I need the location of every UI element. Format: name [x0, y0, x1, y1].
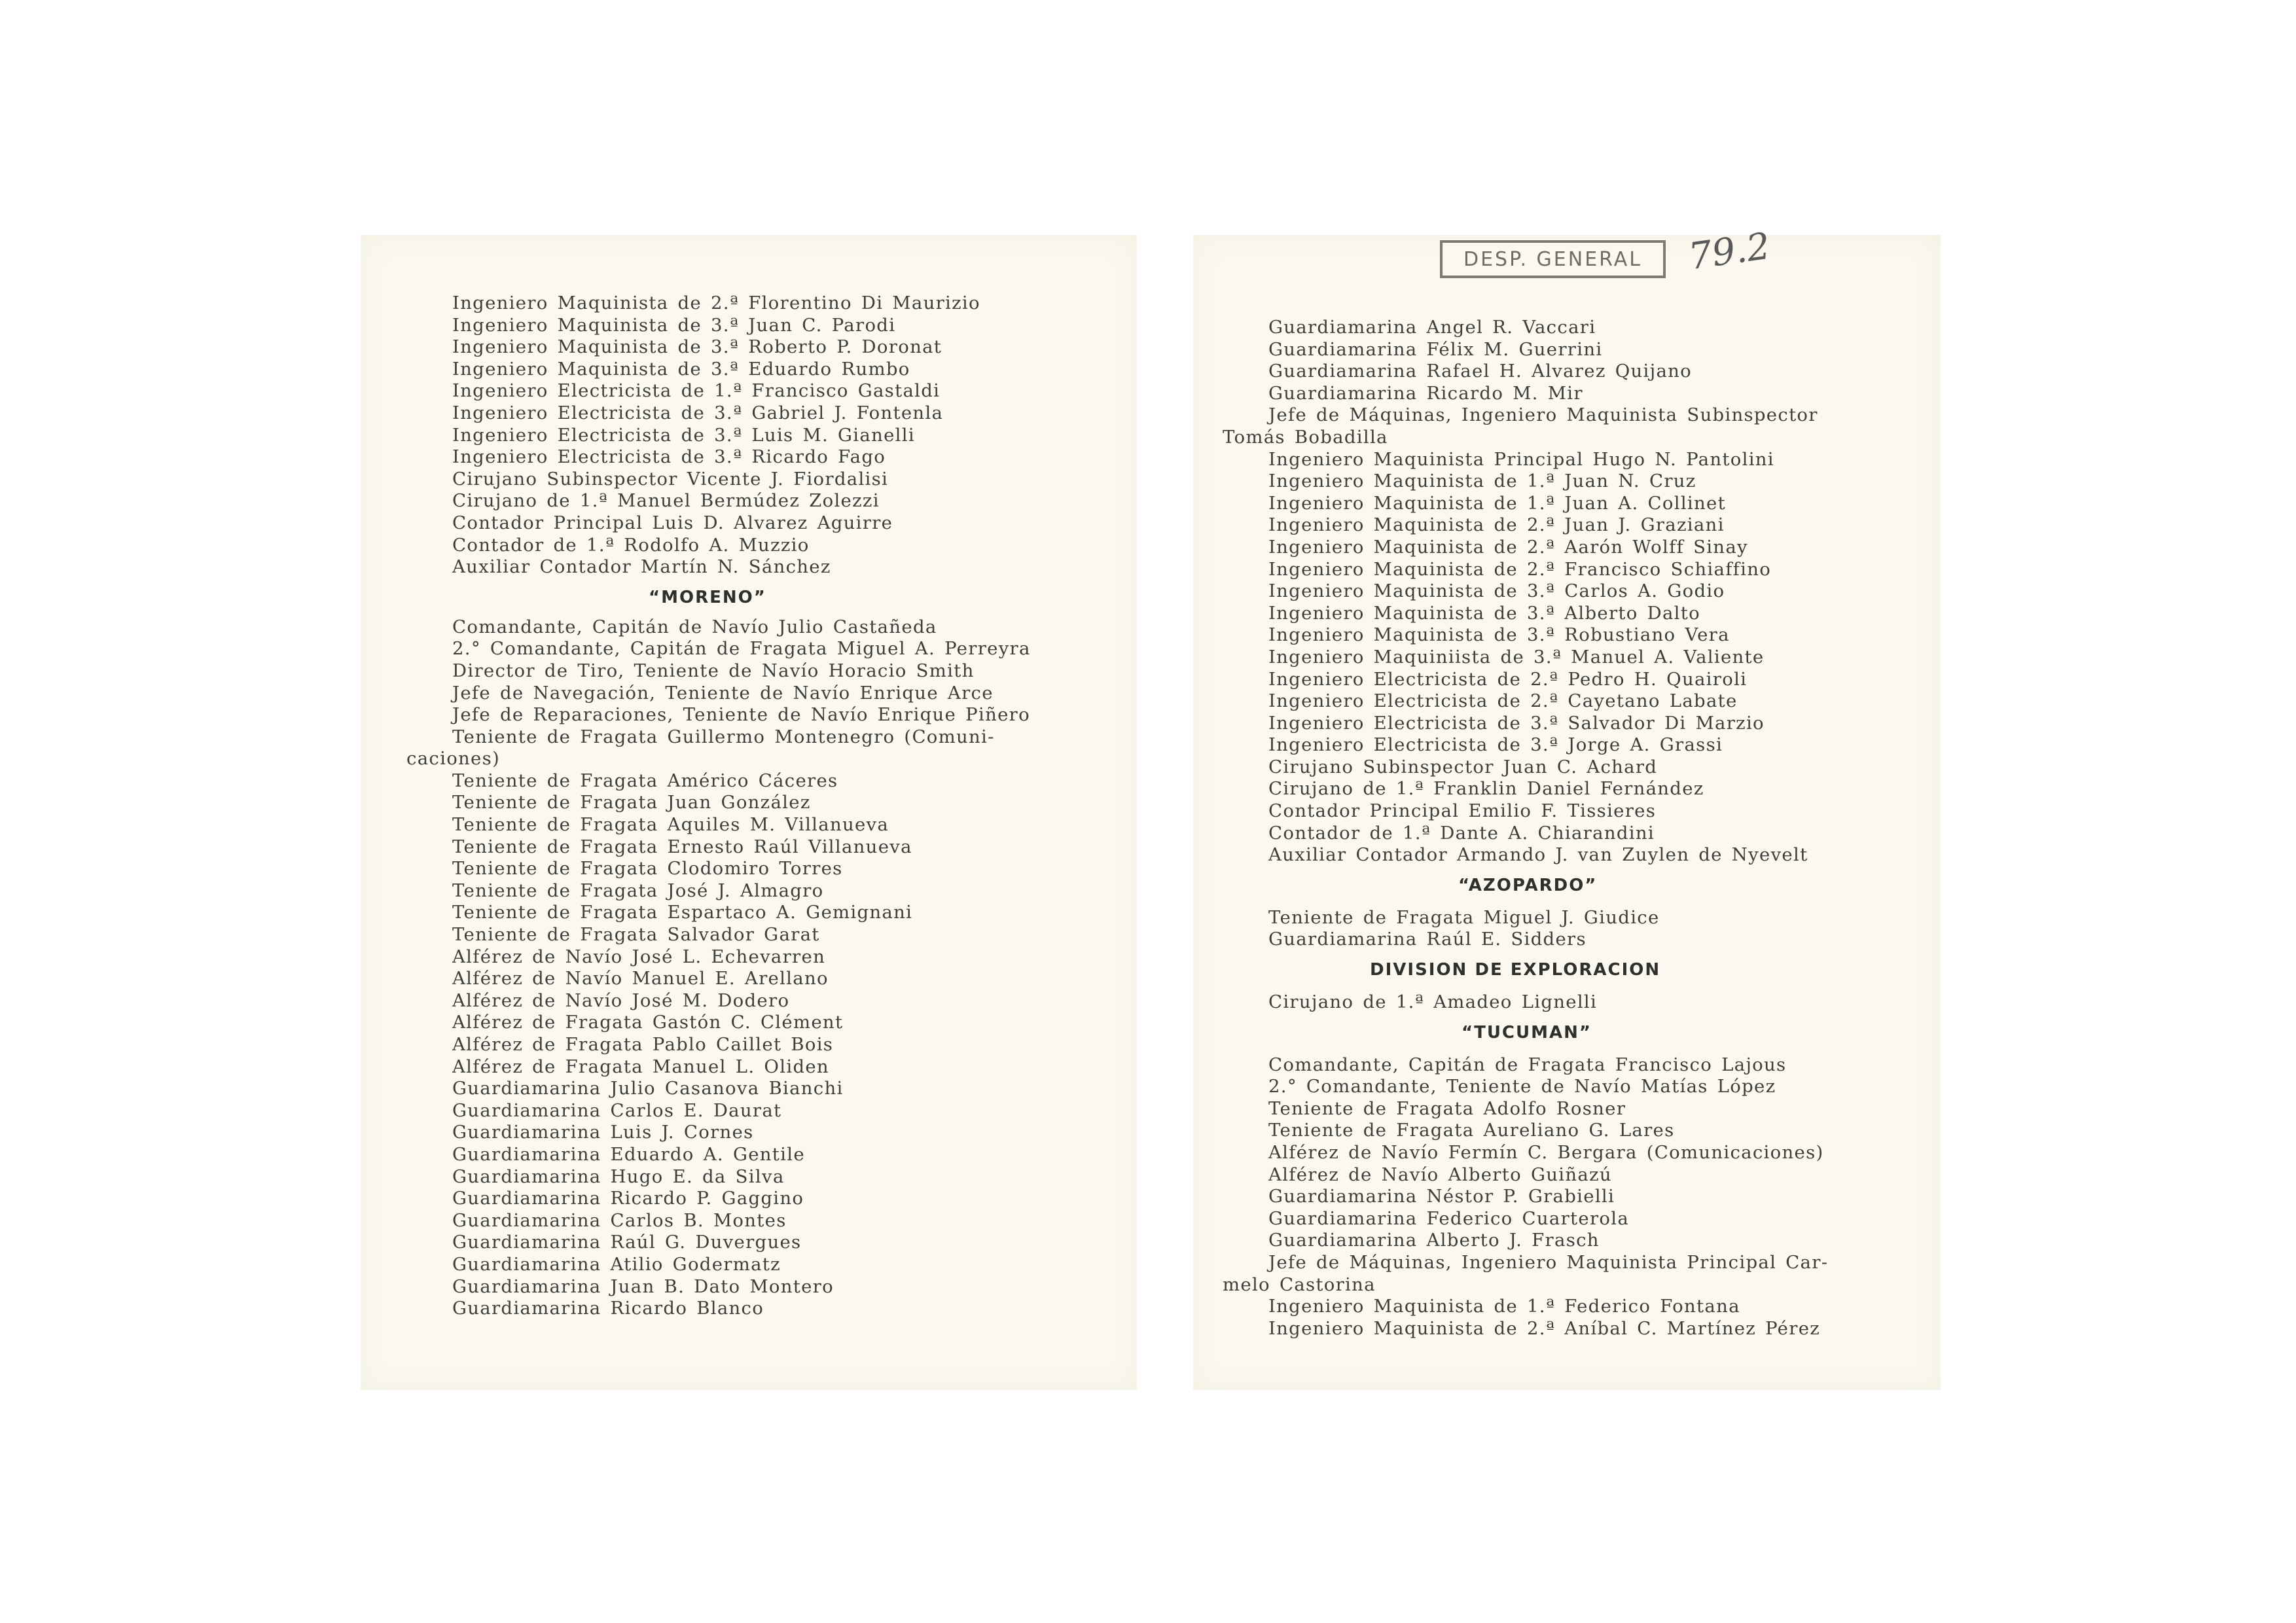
list-item-continuation: caciones) [406, 748, 501, 770]
list-item: Ingeniero Maquinista de 1.ª Juan A. Collinet [1268, 492, 1726, 514]
list-item: 2.° Comandante, Capitán de Fragata Miguel A. Perreyra [452, 638, 1031, 660]
list-item: Alférez de Navío Manuel E. Arellano [452, 968, 829, 990]
section-title-division-exploracion: DIVISION DE EXPLORACION [1370, 960, 1661, 980]
list-item: Comandante, Capitán de Navío Julio Castañeda [452, 616, 937, 637]
list-item: Teniente de Fragata Espartaco A. Gemignani [452, 902, 913, 923]
list-item: Alférez de Navío José L. Echevarren [452, 946, 826, 967]
list-item: Teniente de Fragata Salvador Garat [452, 924, 820, 946]
list-item: Guardiamarina Angel R. Vaccari [1268, 317, 1596, 338]
list-item: Ingeniero Maquinista de 2.ª Florentino Di Maurizio [452, 293, 980, 313]
list-item: Guardiamarina Eduardo A. Gentile [452, 1143, 805, 1165]
list-item: Guardiamarina Raúl G. Duvergues [452, 1232, 802, 1253]
handwritten-note: 79.2 [1686, 224, 1773, 279]
list-item: Jefe de Reparaciones, Teniente de Navío Enrique Piñero [452, 704, 1030, 726]
list-item: Guardiamarina Alberto J. Frasch [1268, 1230, 1600, 1251]
list-item: Ingeniero Electricista de 3.ª Luis M. Gianelli [452, 424, 915, 446]
list-item: Ingeniero Maquinista de 1.ª Federico Fontana [1268, 1296, 1740, 1317]
list-item: Ingeniero Maquinista de 3.ª Robustiano Vera [1268, 624, 1730, 646]
list-item: Teniente de Fragata José J. Almagro [452, 880, 824, 901]
list-item: Contador Principal Emilio F. Tissieres [1268, 800, 1657, 822]
list-item: Guardiamarina Federico Cuarterola [1268, 1207, 1630, 1229]
list-item: Ingeniero Maquinista de 3.ª Alberto Dalto [1268, 602, 1700, 624]
spacer [1268, 866, 1916, 874]
list-item: Contador Principal Luis D. Alvarez Aguirre [452, 512, 893, 533]
list-item: Ingeniero Electricista de 3.ª Gabriel J. Fontenla [452, 402, 944, 423]
right-page [1193, 235, 1941, 1390]
list-item: Guardiamarina Juan B. Dato Montero [452, 1275, 834, 1297]
list-item: 2.° Comandante, Teniente de Navío Matías López [1268, 1076, 1776, 1097]
list-item: Ingeniero Electricista de 2.ª Cayetano Labate [1268, 690, 1738, 712]
list-item: Ingeniero Electricista de 3.ª Ricardo Fago [452, 446, 886, 468]
list-item: Guardiamarina Hugo E. da Silva [452, 1166, 785, 1187]
list-item: Ingeniero Maquinista de 2.ª Aarón Wolff Sinay [1268, 536, 1748, 558]
list-item: Teniente de Fragata Guillermo Montenegro (Comuni- [452, 726, 995, 747]
list-item-continuation: Tomás Bobadilla [1223, 426, 1388, 448]
desp-general-stamp: DESP. GENERAL [1440, 240, 1666, 278]
list-item: Contador de 1.ª Dante A. Chiarandini [1268, 822, 1655, 844]
section-title-azopardo: “AZOPARDO” [1458, 875, 1598, 895]
spacer [452, 579, 1107, 586]
list-item: Ingeniero Maquinista Principal Hugo N. Pantolini [1268, 448, 1774, 470]
list-item: Cirujano de 1.ª Manuel Bermúdez Zolezzi [452, 490, 880, 512]
list-item: Guardiamarina Ricardo M. Mir [1268, 382, 1583, 404]
list-item: Ingeniero Maquinista de 3.ª Roberto P. Doronat [452, 336, 942, 358]
list-item: Guardiamarina Carlos B. Montes [452, 1209, 787, 1231]
list-item-continuation: melo Castorina [1223, 1274, 1376, 1295]
list-item: Auxiliar Contador Armando J. van Zuylen de Nyevelt [1268, 844, 1808, 866]
spacer [1268, 897, 1916, 907]
list-item: Guardiamarina Atilio Godermatz [452, 1253, 781, 1275]
list-item: Alférez de Fragata Pablo Caillet Bois [452, 1034, 834, 1055]
list-item: Ingeniero Electricista de 1.ª Francisco Gastaldi [452, 380, 941, 402]
list-item: Cirujano Subinspector Vicente J. Fiordalisi [452, 468, 889, 490]
list-item: Director de Tiro, Teniente de Navío Horacio Smith [452, 660, 975, 681]
list-item: Jefe de Navegación, Teniente de Navío Enrique Arce [452, 682, 994, 704]
list-item: Cirujano de 1.ª Amadeo Lignelli [1268, 991, 1598, 1013]
list-item: Contador de 1.ª Rodolfo A. Muzzio [452, 534, 810, 556]
list-item: Guardiamarina Félix M. Guerrini [1268, 338, 1603, 360]
list-item: Guardiamarina Rafael H. Alvarez Quijano [1268, 361, 1693, 382]
list-item: Teniente de Fragata Américo Cáceres [452, 770, 838, 791]
left-page-text [406, 293, 1107, 1320]
list-item: Alférez de Fragata Gastón C. Clément [452, 1012, 844, 1033]
list-item: Teniente de Fragata Aureliano G. Lares [1268, 1120, 1675, 1141]
spacer [1268, 1044, 1916, 1054]
list-item: Ingeniero Electricista de 2.ª Pedro H. Quairoli [1268, 668, 1748, 690]
list-item: Teniente de Fragata Aquiles M. Villanueva [452, 814, 889, 836]
list-item: Ingeniero Maquinista de 3.ª Eduardo Rumbo [452, 358, 910, 380]
list-item: Auxiliar Contador Martín N. Sánchez [452, 556, 831, 578]
list-item: Ingeniero Maquinista de 2.ª Juan J. Graziani [1268, 514, 1725, 536]
list-item: Comandante, Capitán de Fragata Francisco Lajous [1268, 1054, 1787, 1075]
list-item: Guardiamarina Ricardo P. Gaggino [452, 1188, 804, 1209]
spacer [1268, 981, 1916, 991]
list-item: Alférez de Fragata Manuel L. Oliden [452, 1056, 829, 1077]
list-item: Teniente de Fragata Ernesto Raúl Villanueva [452, 836, 912, 857]
list-item: Teniente de Fragata Clodomiro Torres [452, 858, 843, 880]
list-item: Ingeniero Electricista de 3.ª Jorge A. Grassi [1268, 734, 1723, 756]
list-item: Ingeniero Maquinista de 1.ª Juan N. Cruz [1268, 471, 1696, 492]
list-item: Guardiamarina Carlos E. Daurat [452, 1099, 782, 1121]
list-item: Guardiamarina Ricardo Blanco [452, 1298, 764, 1319]
list-item: Teniente de Fragata Juan González [452, 792, 811, 813]
section-title-tucuman: “TUCUMAN” [1462, 1022, 1592, 1043]
spacer [1268, 951, 1916, 959]
list-item: Ingeniero Maquinista de 2.ª Aníbal C. Martínez Pérez [1268, 1317, 1821, 1339]
spacer [1268, 1014, 1916, 1022]
spacer [452, 609, 1107, 616]
list-item: Jefe de Máquinas, Ingeniero Maquinista Subinspector [1268, 404, 1818, 426]
list-item: Guardiamarina Luis J. Cornes [452, 1122, 754, 1143]
list-item: Alférez de Navío Alberto Guiñazú [1268, 1164, 1612, 1185]
left-page [361, 235, 1137, 1390]
list-item: Teniente de Fragata Miguel J. Giudice [1268, 906, 1660, 928]
list-item: Guardiamarina Julio Casanova Bianchi [452, 1078, 844, 1099]
list-item: Teniente de Fragata Adolfo Rosner [1268, 1097, 1626, 1119]
list-item: Alférez de Navío José M. Dodero [452, 990, 790, 1011]
list-item: Ingeniero Maquinista de 3.ª Juan C. Parodi [452, 314, 896, 336]
list-item: Cirujano Subinspector Juan C. Achard [1268, 756, 1658, 777]
right-page-text [1223, 317, 1916, 1340]
list-item: Ingeniero Electricista de 3.ª Salvador Di Marzio [1268, 712, 1765, 734]
list-item: Ingeniero Maquinista de 2.ª Francisco Schiaffino [1268, 558, 1772, 580]
section-title-moreno: “MORENO” [649, 587, 766, 607]
list-item: Alférez de Navío Fermín C. Bergara (Comunicaciones) [1268, 1142, 1824, 1163]
list-item: Jefe de Máquinas, Ingeniero Maquinista Principal Car- [1268, 1251, 1829, 1273]
list-item: Ingeniero Maquiniista de 3.ª Manuel A. Valiente [1268, 646, 1765, 668]
list-item: Guardiamarina Néstor P. Grabielli [1268, 1186, 1615, 1207]
list-item: Cirujano de 1.ª Franklin Daniel Fernández [1268, 778, 1704, 800]
list-item: Ingeniero Maquinista de 3.ª Carlos A. Godio [1268, 580, 1725, 602]
list-item: Guardiamarina Raúl E. Sidders [1268, 929, 1587, 950]
